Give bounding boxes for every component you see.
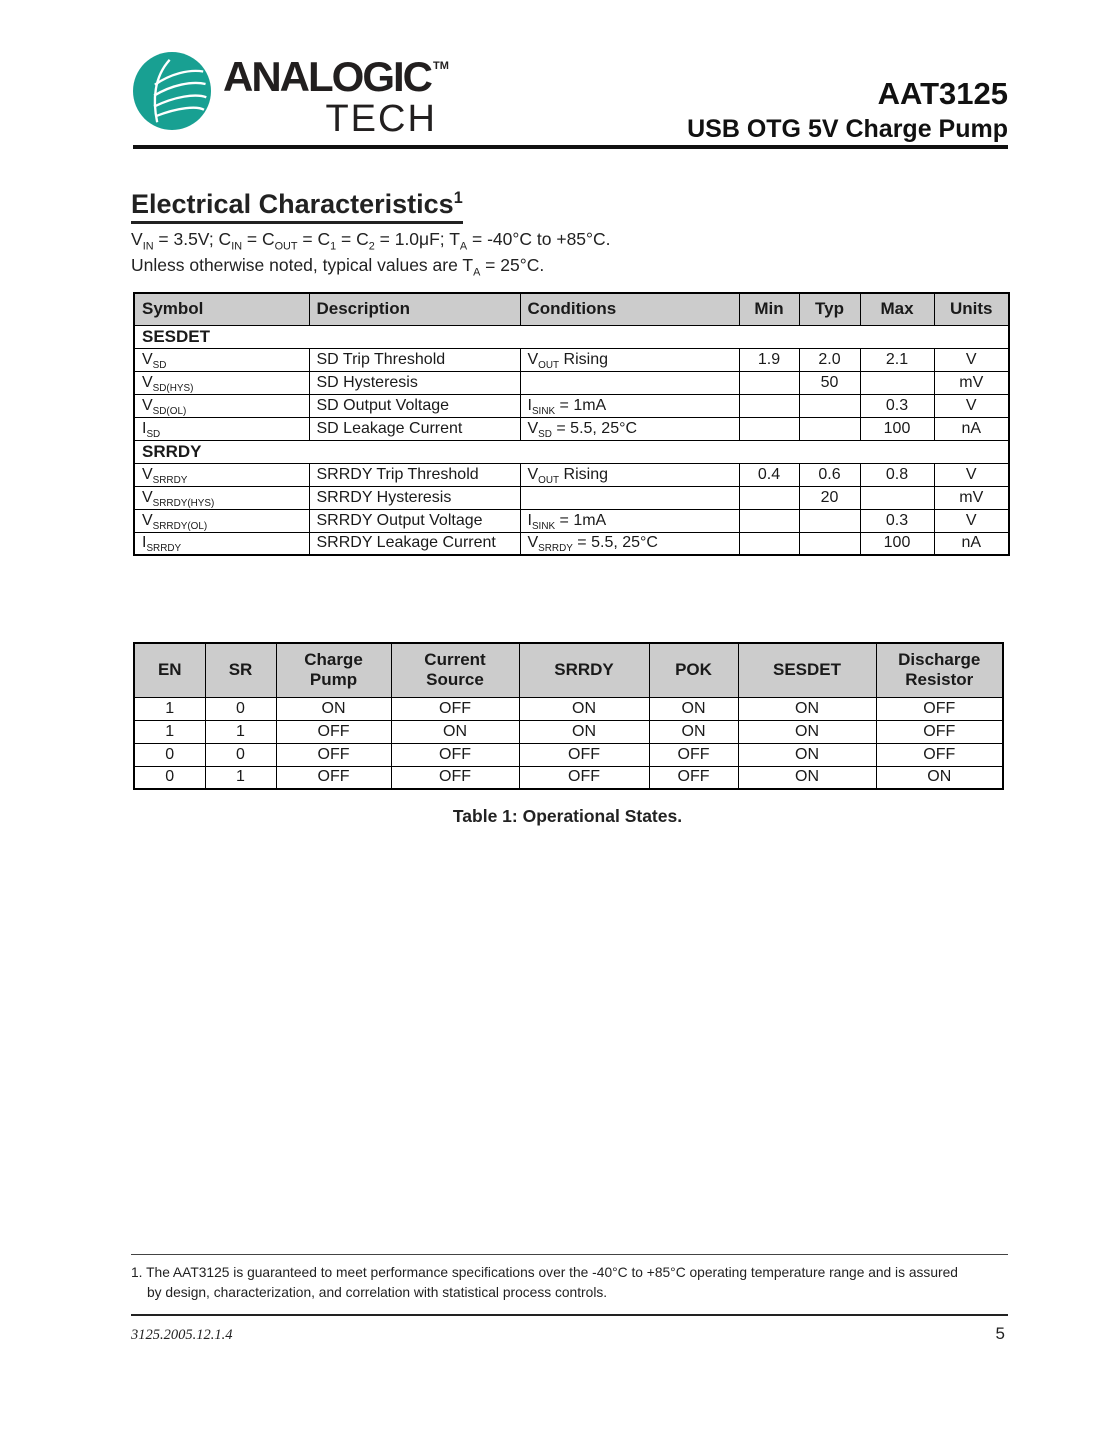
states-col-header-3: Current Source: [391, 643, 519, 697]
table-row: [134, 348, 1009, 371]
footer-rule: [131, 1314, 1008, 1316]
cell-typ: 2.0: [799, 348, 860, 371]
state-cell: 1: [205, 720, 276, 743]
state-cell: OFF: [391, 743, 519, 766]
brand-name: ANALOGIC: [223, 53, 431, 100]
cell-description: SRRDY Trip Threshold: [309, 463, 520, 486]
cell-units: V: [934, 463, 1009, 486]
cell-max: 0.8: [860, 463, 934, 486]
state-cell: OFF: [876, 697, 1003, 720]
cell-description: SD Trip Threshold: [309, 348, 520, 371]
brand-wordmark: [223, 53, 449, 140]
cell-min: [739, 532, 799, 555]
cell-conditions: [520, 371, 739, 394]
state-cell: ON: [738, 766, 876, 789]
cell-symbol: $V_{SRRDY(HYS)}$: [134, 486, 309, 509]
col-header-min: Min: [739, 293, 799, 325]
page-number: 5: [995, 1324, 1005, 1343]
table-row: [134, 325, 1009, 348]
state-cell: 1: [205, 766, 276, 789]
section-header-cell: SRRDY: [134, 440, 1009, 463]
table-row: [134, 440, 1009, 463]
cell-typ: 20: [799, 486, 860, 509]
cell-max: 100: [860, 417, 934, 440]
state-cell: 1: [134, 697, 205, 720]
state-cell: OFF: [649, 743, 738, 766]
states-col-header-0: EN: [134, 643, 205, 697]
states-col-header-5: POK: [649, 643, 738, 697]
state-cell: ON: [649, 720, 738, 743]
cell-typ: [799, 509, 860, 532]
cell-typ: [799, 532, 860, 555]
states-col-header-7: Discharge Resistor: [876, 643, 1003, 697]
section-header-cell: SESDET: [134, 325, 1009, 348]
col-header-typ: Typ: [799, 293, 860, 325]
test-conditions: [131, 226, 611, 279]
cell-min: [739, 486, 799, 509]
state-cell: ON: [738, 720, 876, 743]
col-header-description: Description: [309, 293, 520, 325]
table-row: [134, 509, 1009, 532]
state-cell: 0: [205, 697, 276, 720]
state-cell: OFF: [649, 766, 738, 789]
document-title-block: [687, 76, 1008, 144]
table-row: [134, 532, 1009, 555]
cell-symbol: $V_{SRRDY}$: [134, 463, 309, 486]
cell-conditions: $V_{OUT}$ Rising: [520, 348, 739, 371]
table-row: [134, 371, 1009, 394]
states-table-body: [134, 697, 1003, 789]
footnote-rule: [131, 1254, 1008, 1255]
cell-symbol: $V_{SD}$: [134, 348, 309, 371]
cell-min: 1.9: [739, 348, 799, 371]
brand-name-bottom: TECH: [325, 98, 437, 140]
brand-name-top: [223, 53, 449, 100]
col-header-conditions: Conditions: [520, 293, 739, 325]
cell-typ: 50: [799, 371, 860, 394]
state-cell: OFF: [876, 720, 1003, 743]
part-subtitle: USB OTG 5V Charge Pump: [687, 115, 1008, 143]
cell-conditions: [520, 486, 739, 509]
state-cell: ON: [391, 720, 519, 743]
state-cell: OFF: [276, 720, 391, 743]
conditions-line-1: $V_{IN} = 3.5V$; $C_{IN} = C_{OUT} = C_1 = C_2 = 1.0\mu F$; $T_A = -40^\circ C$ to +85°C.: [131, 229, 611, 253]
conditions-line-2: Unless otherwise noted, typical values are $T_A = 25^\circ C$.: [131, 255, 545, 279]
cell-max: 0.3: [860, 509, 934, 532]
cell-units: nA: [934, 532, 1009, 555]
cell-symbol: $V_{SD(OL)}$: [134, 394, 309, 417]
cell-max: [860, 486, 934, 509]
cell-min: [739, 417, 799, 440]
section-title: Electrical Characteristics$^1$: [131, 189, 463, 224]
cell-max: 100: [860, 532, 934, 555]
footnote: [131, 1263, 1011, 1303]
table-row: [134, 394, 1009, 417]
state-cell: ON: [876, 766, 1003, 789]
state-cell: ON: [276, 697, 391, 720]
cell-units: mV: [934, 486, 1009, 509]
cell-typ: 0.6: [799, 463, 860, 486]
state-cell: 0: [134, 743, 205, 766]
cell-min: 0.4: [739, 463, 799, 486]
state-cell: OFF: [391, 697, 519, 720]
cell-symbol: $I_{SD}$: [134, 417, 309, 440]
table-row: [134, 486, 1009, 509]
cell-symbol: $V_{SRRDY(OL)}$: [134, 509, 309, 532]
table-row: [134, 720, 1003, 743]
leaf-logo-icon: [133, 52, 211, 130]
header-rule: [133, 145, 1008, 149]
states-col-header-4: SRRDY: [519, 643, 649, 697]
state-cell: ON: [519, 697, 649, 720]
part-number: AAT3125: [877, 76, 1008, 111]
cell-typ: [799, 417, 860, 440]
cell-description: SRRDY Hysteresis: [309, 486, 520, 509]
table-row: [134, 743, 1003, 766]
table-row: [134, 766, 1003, 789]
states-col-header-6: SESDET: [738, 643, 876, 697]
state-cell: ON: [519, 720, 649, 743]
cell-description: SRRDY Leakage Current: [309, 532, 520, 555]
col-header-symbol: Symbol: [134, 293, 309, 325]
cell-conditions: $V_{OUT}$ Rising: [520, 463, 739, 486]
states-table-header-row: [134, 643, 1003, 697]
state-cell: ON: [738, 743, 876, 766]
cell-conditions: $I_{SINK} = 1mA$: [520, 509, 739, 532]
state-cell: ON: [738, 697, 876, 720]
cell-description: SD Hysteresis: [309, 371, 520, 394]
cell-conditions: $V_{SRRDY} = 5.5$, 25°C: [520, 532, 739, 555]
state-cell: 0: [205, 743, 276, 766]
cell-units: mV: [934, 371, 1009, 394]
cell-max: 2.1: [860, 348, 934, 371]
electrical-characteristics-table: [133, 292, 1010, 556]
cell-max: [860, 371, 934, 394]
cell-units: nA: [934, 417, 1009, 440]
cell-min: [739, 509, 799, 532]
state-cell: OFF: [276, 766, 391, 789]
col-header-max: Max: [860, 293, 934, 325]
cell-max: 0.3: [860, 394, 934, 417]
footnote-line-1: 1. The AAT3125 is guaranteed to meet performance specifications over the -40°C to +85°C operating temperature range and is assured: [131, 1265, 958, 1280]
cell-units: V: [934, 348, 1009, 371]
footnote-line-2: by design, characterization, and correlation with statistical process controls.: [147, 1285, 608, 1300]
cell-symbol: $V_{SD(HYS)}$: [134, 371, 309, 394]
cell-conditions: $I_{SINK} = 1mA$: [520, 394, 739, 417]
state-cell: OFF: [391, 766, 519, 789]
state-cell: OFF: [876, 743, 1003, 766]
table-row: [134, 697, 1003, 720]
cell-description: SD Leakage Current: [309, 417, 520, 440]
cell-description: SRRDY Output Voltage: [309, 509, 520, 532]
table-caption: Table 1: Operational States.: [452, 806, 683, 826]
cell-typ: [799, 394, 860, 417]
state-cell: OFF: [519, 743, 649, 766]
state-cell: 0: [134, 766, 205, 789]
state-cell: ON: [649, 697, 738, 720]
document-code: 3125.2005.12.1.4: [131, 1327, 233, 1343]
cell-conditions: $V_{SD} = 5.5$, 25°C: [520, 417, 739, 440]
cell-symbol: $I_{SRRDY}$: [134, 532, 309, 555]
state-cell: OFF: [519, 766, 649, 789]
cell-min: [739, 371, 799, 394]
table-row: [134, 463, 1009, 486]
states-col-header-1: SR: [205, 643, 276, 697]
brand-logo: [133, 52, 449, 138]
cell-description: SD Output Voltage: [309, 394, 520, 417]
cell-units: V: [934, 394, 1009, 417]
elec-table-header-row: [134, 293, 1009, 325]
table-row: [134, 417, 1009, 440]
col-header-units: Units: [934, 293, 1009, 325]
trademark-symbol: TM: [433, 60, 449, 72]
cell-units: V: [934, 509, 1009, 532]
states-col-header-2: Charge Pump: [276, 643, 391, 697]
state-cell: OFF: [276, 743, 391, 766]
elec-table-body: [134, 325, 1009, 555]
state-cell: 1: [134, 720, 205, 743]
operational-states-table: [133, 642, 1004, 790]
cell-min: [739, 394, 799, 417]
